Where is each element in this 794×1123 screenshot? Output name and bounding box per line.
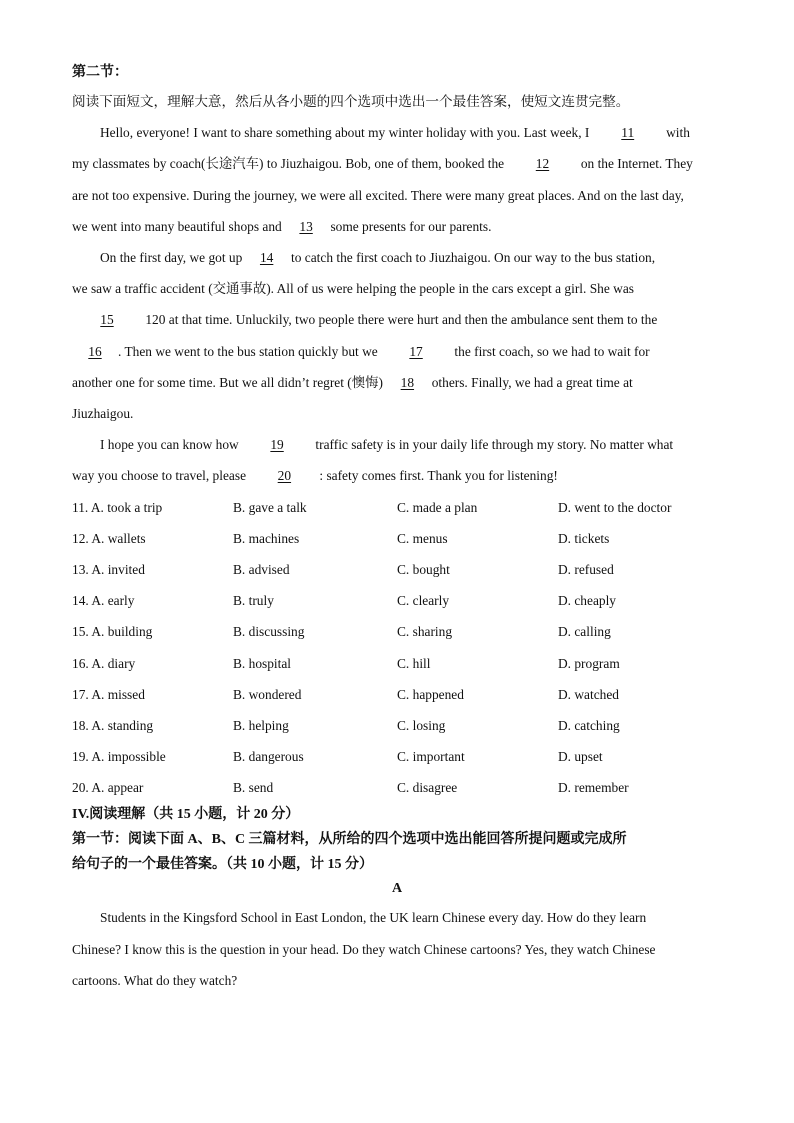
blank-20[interactable]: 20 <box>277 468 292 483</box>
option-c[interactable]: C. bought <box>397 562 450 577</box>
option-b[interactable]: B. dangerous <box>233 749 304 764</box>
passage-p2-line5: another one for some time. But we all didn’t regret (懊悔) 18 others. Finally, we had a great time at <box>72 375 633 390</box>
option-c[interactable]: C. clearly <box>397 593 450 608</box>
blank-11[interactable]: 11 <box>621 125 635 140</box>
option-b[interactable]: B. send <box>233 780 274 795</box>
option-b[interactable]: B. machines <box>233 531 300 546</box>
option-a[interactable]: 16. A. diary <box>72 656 136 671</box>
reading-line3: cartoons. What do they watch? <box>72 973 238 988</box>
option-c[interactable]: C. menus <box>397 531 448 546</box>
option-c[interactable]: C. losing <box>397 718 446 733</box>
passage-p3-line1: I hope you can know how 19 traffic safety is in your daily life through my story. No matter what <box>100 437 674 452</box>
option-d[interactable]: D. upset <box>558 749 603 764</box>
blank-16[interactable]: 16 <box>88 344 102 359</box>
blank-13[interactable]: 13 <box>299 219 313 234</box>
section-title: 第二节： <box>72 65 128 80</box>
passage-p2-line4: 16 . Then we went to the bus station quickly but we 17 the first coach, so we had to wait for <box>72 343 650 361</box>
option-a[interactable]: 15. A. building <box>72 624 153 639</box>
option-a[interactable]: 11. A. took a trip <box>72 500 163 515</box>
part4-title: IV.阅读理解（共 15 小题，计 20 分） <box>72 807 300 822</box>
option-a[interactable]: 18. A. standing <box>72 718 154 733</box>
passage-p2-line6: Jiuzhaigou. <box>72 406 134 421</box>
option-b[interactable]: B. gave a talk <box>233 500 307 515</box>
blank-15[interactable]: 15 <box>100 312 114 327</box>
option-a[interactable]: 17. A. missed <box>72 687 145 702</box>
option-c[interactable]: C. made a plan <box>397 500 478 515</box>
passage-p1-line2: my classmates by coach(长途汽车) to Jiuzhaigou. Bob, one of them, booked the 12 on the Internet. They <box>72 156 693 171</box>
reading-line2: Chinese? I know this is the question in your head. Do they watch Chinese cartoons? Yes, they watch Chinese <box>72 942 656 957</box>
option-c[interactable]: C. sharing <box>397 624 453 639</box>
option-c[interactable]: C. disagree <box>397 780 458 795</box>
option-d[interactable]: D. went to the doctor <box>558 500 672 515</box>
option-d[interactable]: D. calling <box>558 624 611 639</box>
option-d[interactable]: D. refused <box>558 562 614 577</box>
option-a[interactable]: 20. A. appear <box>72 780 144 795</box>
blank-19[interactable]: 19 <box>270 437 284 452</box>
option-b[interactable]: B. discussing <box>233 624 305 639</box>
option-d[interactable]: D. program <box>558 656 620 671</box>
option-b[interactable]: B. wondered <box>233 687 302 702</box>
blank-12[interactable]: 12 <box>535 156 550 171</box>
part4-subtitle-line1: 第一节：阅读下面 A、B、C 三篇材料，从所给的四个选项中选出能回答所提问题或完成所 <box>72 832 627 847</box>
instruction: 阅读下面短文，理解大意，然后从各小题的四个选项中选出一个最佳答案，使短文连贯完整。 <box>72 94 630 109</box>
passage-p1-line3: are not too expensive. During the journey, we were all excited. There were many great places. And on the last day, <box>72 188 684 203</box>
passage-letter-a: A <box>391 881 403 896</box>
passage-p1-line1: Hello, everyone! I want to share something about my winter holiday with you. Last week, I 11 with <box>100 125 690 140</box>
blank-17[interactable]: 17 <box>409 344 423 359</box>
passage-p1-line4: we went into many beautiful shops and 13 some presents for our parents. <box>72 219 492 234</box>
blank-14[interactable]: 14 <box>259 250 274 265</box>
passage-p2-line1: On the first day, we got up 14 to catch the first coach to Jiuzhaigou. On our way to the bus station, <box>100 250 656 265</box>
part4-subtitle-line2: 给句子的一个最佳答案。（共 10 小题，计 15 分） <box>72 857 373 872</box>
passage-p2-line2: we saw a traffic accident (交通事故). All of us were helping the people in the cars except a girl. She was <box>72 281 634 296</box>
option-c[interactable]: C. important <box>397 749 465 764</box>
option-c[interactable]: C. hill <box>397 656 431 671</box>
option-a[interactable]: 19. A. impossible <box>72 749 166 764</box>
option-a[interactable]: 12. A. wallets <box>72 531 146 546</box>
option-b[interactable]: B. advised <box>233 562 290 577</box>
option-b[interactable]: B. hospital <box>233 656 292 671</box>
option-d[interactable]: D. watched <box>558 687 619 702</box>
passage-p2-line3: 15 120 at that time. Unluckily, two people there were hurt and then the ambulance sent them to the <box>72 311 657 329</box>
option-d[interactable]: D. tickets <box>558 531 610 546</box>
option-c[interactable]: C. happened <box>397 687 464 702</box>
passage-p3-line2: way you choose to travel, please 20 : safety comes first. Thank you for listening! <box>72 468 558 483</box>
reading-line1: Students in the Kingsford School in East London, the UK learn Chinese every day. How do they learn <box>100 910 647 925</box>
option-a[interactable]: 14. A. early <box>72 593 135 608</box>
blank-18[interactable]: 18 <box>400 375 415 390</box>
option-b[interactable]: B. helping <box>233 718 289 733</box>
option-a[interactable]: 13. A. invited <box>72 562 145 577</box>
option-d[interactable]: D. catching <box>558 718 620 733</box>
option-d[interactable]: D. cheaply <box>558 593 617 608</box>
option-d[interactable]: D. remember <box>558 780 629 795</box>
option-b[interactable]: B. truly <box>233 593 274 608</box>
